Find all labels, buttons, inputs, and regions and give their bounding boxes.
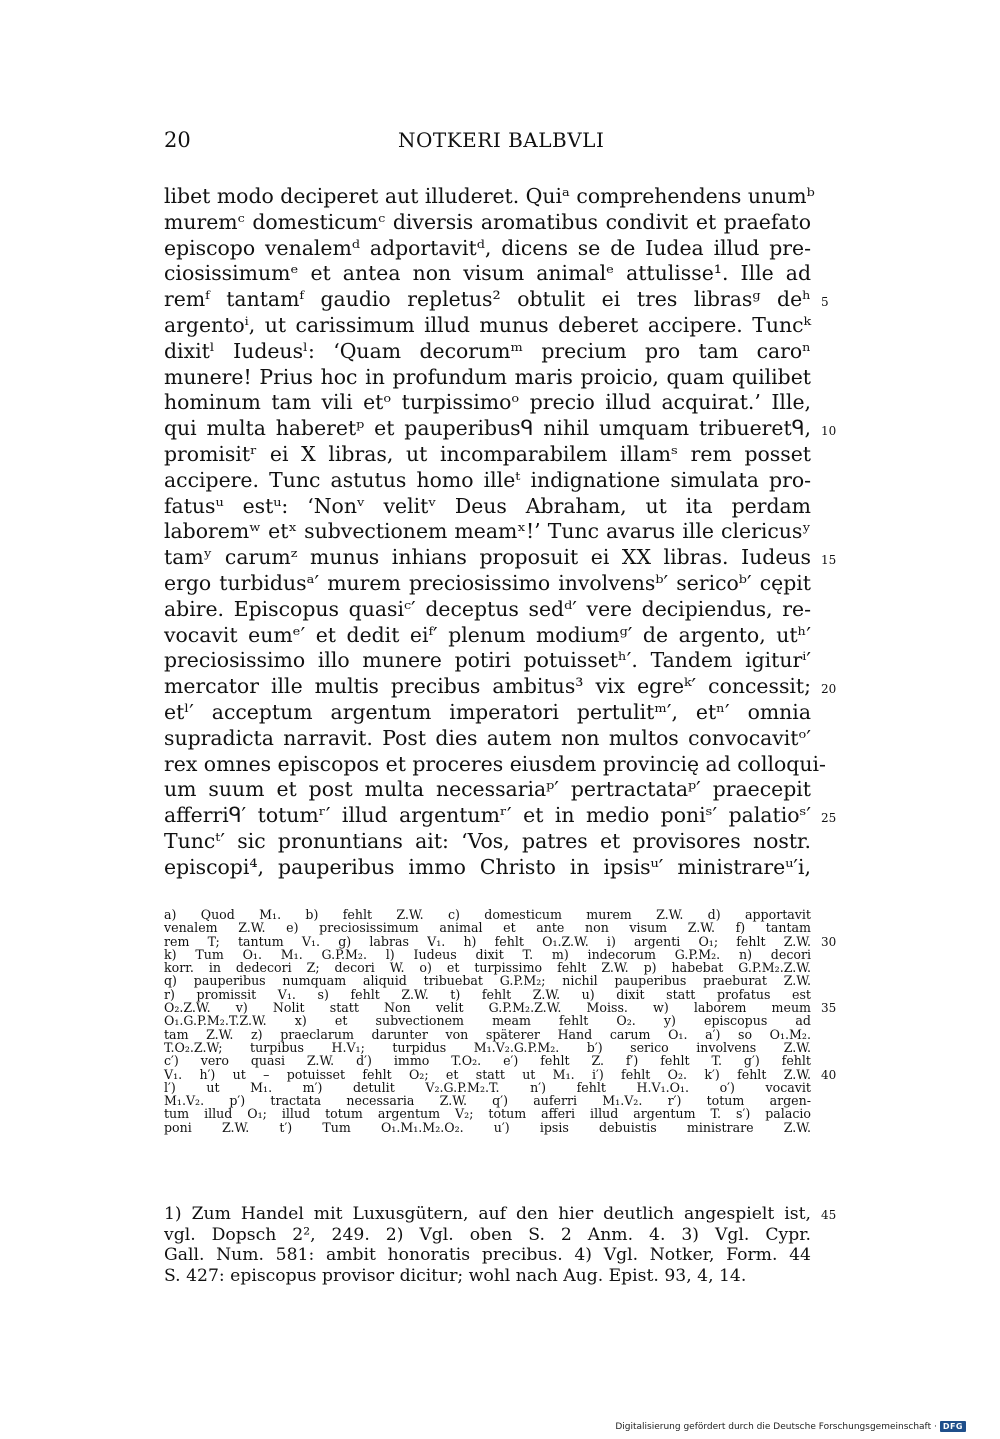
main-text-line: promisitʳ ei X libras, ut incomparabilem illamˢ rem posset [164,441,811,466]
main-text-line: fatusᵘ estᵘ: ‘Nonᵛ velitᵛ Deus Abraham, ut ita perdam [164,493,811,518]
main-text-line: libet modo deciperet aut illuderet. Quiᵃ comprehendens unumᵇ [164,184,815,208]
apparatus-line: O₂.Z.W. v) Nolit statt Non velit G.P.M₂.Z.W. Moiss. w) laborem meum [164,1000,811,1016]
page-number: 20 [164,128,191,152]
apparatus-line: V₁. h′) ut – potuisset fehlt O₂; et statt ut M₁. i′) fehlt O₂. k′) fehlt Z.W. [164,1066,811,1082]
apparatus-line: T.O₂.Z.W; turpibus H.V₁; turpidus M₁.V₂.G.P.M₂. b′) serico involvens Z.W. [164,1039,811,1055]
main-text-line: mercator ille multis precibus ambitus³ vix egreᵏ′ concessit; [164,674,811,699]
apparatus-line: M₁.V₂. p′) tractata necessaria Z.W. q′) auferri M₁.V₂. r′) totum argen- [164,1093,811,1109]
line-number: 25 [821,811,837,826]
main-text-line: preciosissimo illo munere potiri potuissetʰ′. Tandem igiturⁱ′ [164,648,811,673]
apparatus-line: poni Z.W. t′) Tum O₁.M₁.M₂.O₂. u′) ipsis debuistis ministrare Z.W. [164,1119,811,1135]
main-text [164,184,837,881]
apparatus-line: r) promissit V₁. s) fehlt Z.W. t) fehlt Z.W. u) dixit statt profatus est [164,986,811,1002]
main-text-line: remᶠ tantamᶠ gaudio repletus² obtulit ei tres librasᵍ deʰ [164,287,811,312]
footnote-line: 1) Zum Handel mit Luxusgütern, auf den hier deutlich angespielt ist, [164,1204,811,1224]
main-text-line: abire. Episcopus quasiᶜ′ deceptus sedᵈ′ vere decipiendus, re- [164,596,811,621]
running-title: NOTKERI BALBVLI [398,128,605,152]
footnote-line: Gall. Num. 581: ambit honoratis precibus. 4) Vgl. Notker, Form. 44 [164,1245,811,1265]
main-text-line: hominum tam vili etᵒ turpissimoᵒ precio illud acquirat.’ Ille, [164,390,811,415]
main-text-line: munere! Prius hoc in profundum maris proicio, quam quilibet [164,364,811,389]
line-number: 5 [821,295,829,310]
main-text-line: laboremʷ etˣ subvectionem meamˣ!’ Tunc avarus ille clericusʸ [164,519,811,544]
footnotes [164,1204,837,1286]
main-text-line: Tuncᵗ′ sic pronuntians ait: ‘Vos, patres et provisores nostr. [164,828,811,853]
footer-credit-text: Digitalisierung gefördert durch die Deutsche Forschungsgemeinschaft · [615,1421,937,1432]
line-number: 45 [821,1208,837,1222]
main-text-line: episcopi⁴, pauperibus immo Christo in ipsisᵘ′ ministrareᵘ′i, [164,854,811,879]
main-text-line: um suum et post multa necessariaᵖ′ pertractataᵖ′ praecepit [164,777,811,802]
apparatus-line: rem T; tantum V₁. g) labras V₁. h) fehlt O₁.Z.W. i) argenti O₁; fehlt Z.W. [164,933,811,949]
main-text-line: ciosissimumᵉ et antea non visum animalᵉ attulisse¹. Ille ad [164,261,811,286]
footnote-line: S. 427: episcopus provisor dicitur; wohl nach Aug. Epist. 93, 4, 14. [164,1265,747,1286]
line-number: 35 [821,1001,837,1016]
main-text-line: rex omnes episcopos et proceres eiusdem provincię ad colloqui- [164,751,826,776]
line-number: 40 [821,1067,837,1082]
line-number: 10 [821,424,837,439]
apparatus-line: korr. in dedecori Z; decori W. o) et turpissimo fehlt Z.W. p) habebat G.P.M₂.Z.W. [164,960,811,976]
line-number: 30 [821,934,837,949]
apparatus-line: q) pauperibus numquam aliquid tribuebat G.P.M₂; nichil pauperibus praeburat Z.W. [164,973,811,989]
apparatus-criticus [164,907,837,1135]
main-text-line: vocavit eumᵉ′ et dedit eiᶠ′ plenum modiumᵍ′ de argento, utʰ′ [164,622,811,647]
main-text-line: ergo turbidusᵃ′ murem preciosissimo involvensᵇ′ sericoᵇ′ cępit [164,570,811,595]
apparatus-line: O₁.G.P.M₂.T.Z.W. x) et subvectionem meam fehlt O₂. y) episcopus ad [164,1013,811,1029]
main-text-line: episcopo venalemᵈ adportavitᵈ, dicens se de Iudea illud pre- [164,235,811,260]
main-text-line: argentoⁱ, ut carissimum illud munus deberet accipere. Tuncᵏ [164,312,811,337]
main-text-line: tamʸ carumᶻ munus inhians proposuit ei XX libras. Iudeus [164,545,811,570]
footer-credit [615,1421,966,1432]
apparatus-line: k) Tum O₁. M₁. G.P.M₂. l) Iudeus dixit T. m) indecorum G.P.M₂. n) decori [164,946,811,962]
line-number: 15 [821,553,837,568]
dfg-logo-icon: DFG [940,1421,966,1432]
line-number: 20 [821,682,837,697]
main-text-line: supradicta narravit. Post dies autem non multos convocavitᵒ′ [164,725,811,750]
main-text-line: dixitˡ Iudeusˡ: ‘Quam decorumᵐ precium pro tam caroⁿ [164,338,811,363]
apparatus-line: tum illud O₁; illud totum argentum V₂; totum afferi illud argentum T. s′) palacio [164,1106,811,1122]
apparatus-line: a) Quod M₁. b) fehlt Z.W. c) domesticum murem Z.W. d) apportavit [164,907,811,922]
main-text-line: qui multa haberetᵖ et pauperibusᑫ nihil umquam tribueretᑫ, [164,416,811,441]
apparatus-line: tam Z.W. z) praeclarum darunter von späterer Hand carum O₁. a′) so O₁.M₂. [164,1026,811,1042]
main-text-line: muremᶜ domesticumᶜ diversis aromatibus condivit et praefato [164,209,811,234]
main-text-line: afferriᑫ′ totumʳ′ illud argentumʳ′ et in medio poniˢ′ palatioˢ′ [164,803,811,828]
footnote-line: vgl. Dopsch 2², 249. 2) Vgl. oben S. 2 Anm. 4. 3) Vgl. Cypr. [164,1224,811,1245]
main-text-line: accipere. Tunc astutus homo illeᵗ indignatione simulata pro- [164,467,811,492]
apparatus-line: venalem Z.W. e) preciosissimum animal et ante non visum Z.W. f) tantam [164,920,811,936]
apparatus-line: c′) vero quasi Z.W. d′) immo T.O₂. e′) fehlt Z. f′) fehlt T. g′) fehlt [164,1053,811,1069]
apparatus-line: l′) ut M₁. m′) detulit V₂.G.P.M₂.T. n′) fehlt H.V₁.O₁. o′) vocavit [164,1079,811,1095]
main-text-line: etˡ′ acceptum argentum imperatori pertulitᵐ′, etⁿ′ omnia [164,699,811,724]
